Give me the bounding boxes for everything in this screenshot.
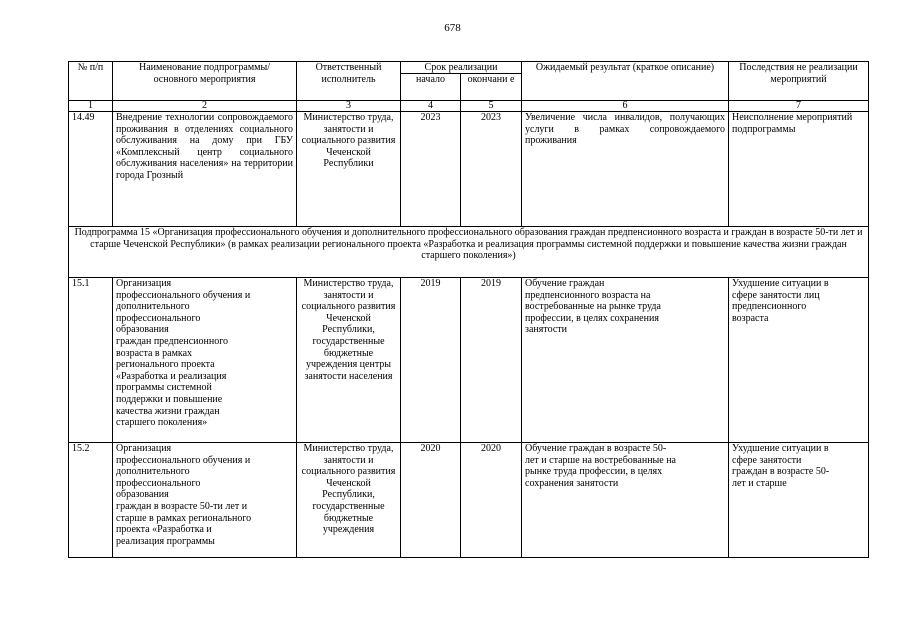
row-number: 15.2 — [69, 443, 113, 558]
responsible-executor: Министерство труда, занятости и социального развития Чеченской Республики, государственные бюджетные учреждения — [297, 443, 401, 558]
header-consequences: Последствия не реализации мероприятий — [729, 62, 869, 101]
subprogram-row — [69, 227, 869, 278]
responsible-executor: Министерство труда, занятости и социального развития Чеченской Республики — [297, 112, 401, 227]
header-period: Срок реализации — [401, 62, 522, 74]
table-row — [69, 112, 869, 227]
header-name: Наименование подпрограммы/ основного мероприятия — [113, 62, 297, 101]
row-number: 14.49 — [69, 112, 113, 227]
column-number: 1 — [69, 101, 113, 112]
consequences: Неисполнение мероприятий подпрограммы — [729, 112, 869, 227]
header-row — [69, 62, 869, 74]
row-number: 15.1 — [69, 278, 113, 443]
column-number: 6 — [522, 101, 729, 112]
subprogram-title: Подпрограмма 15 «Организация профессионального обучения и дополнительного профессионального образования граждан предпенсионного возраста и граждан в возрасте 50-ти лет и старше Чеченской Республики» (в рамках реализации регионального проекта «Разработка и реализация программы системной поддержки и повышение качества жизни граждан старшего поколения») — [69, 227, 869, 278]
start-year: 2019 — [401, 278, 461, 443]
column-number: 2 — [113, 101, 297, 112]
table-row — [69, 278, 869, 443]
header-end: окончани е — [461, 74, 522, 101]
consequences: Ухудшение ситуации в сфере занятости граждан в возрасте 50- лет и старше — [729, 443, 869, 558]
end-year: 2019 — [461, 278, 522, 443]
end-year: 2020 — [461, 443, 522, 558]
measure-name: Внедрение технологии сопровождаемого проживания в отделениях социального обслуживания на дому при ГБУ «Комплексный центр социального обслуживания населения» на территории города Грозный — [113, 112, 297, 227]
end-year: 2023 — [461, 112, 522, 227]
header-result: Ожидаемый результат (краткое описание) — [522, 62, 729, 101]
expected-result: Увеличение числа инвалидов, получающих услуги в рамках сопровождаемого проживания — [522, 112, 729, 227]
measures-table — [68, 61, 869, 558]
header-start: начало — [401, 74, 461, 101]
column-number: 5 — [461, 101, 522, 112]
expected-result: Обучение граждан предпенсионного возраста на востребованные на рынке труда профессии, в целях сохранения занятости — [522, 278, 729, 443]
start-year: 2023 — [401, 112, 461, 227]
consequences: Ухудшение ситуации в сфере занятости лиц предпенсионного возраста — [729, 278, 869, 443]
expected-result: Обучение граждан в возрасте 50- лет и старше на востребованные на рынке труда профессии, в целях сохранения занятости — [522, 443, 729, 558]
start-year: 2020 — [401, 443, 461, 558]
measure-name: Организация профессионального обучения и дополнительного профессионального образования граждан в возрасте 50-ти лет и старше в рамках регионального проекта «Разработка и реализация программы — [113, 443, 297, 558]
measure-name: Организация профессионального обучения и дополнительного профессионального образования граждан предпенсионного возраста в рамках регионального проекта «Разработка и реализация программы системной поддержки и повышение качества жизни граждан старшего поколения» — [113, 278, 297, 443]
page-number: 678 — [444, 22, 461, 34]
header-num: № п/п — [69, 62, 113, 101]
column-numbers-row — [69, 101, 869, 112]
column-number: 7 — [729, 101, 869, 112]
table-row — [69, 443, 869, 558]
responsible-executor: Министерство труда, занятости и социального развития Чеченской Республики, государственные бюджетные учреждения центры занятости населения — [297, 278, 401, 443]
header-responsible: Ответственный исполнитель — [297, 62, 401, 101]
column-number: 4 — [401, 101, 461, 112]
column-number: 3 — [297, 101, 401, 112]
